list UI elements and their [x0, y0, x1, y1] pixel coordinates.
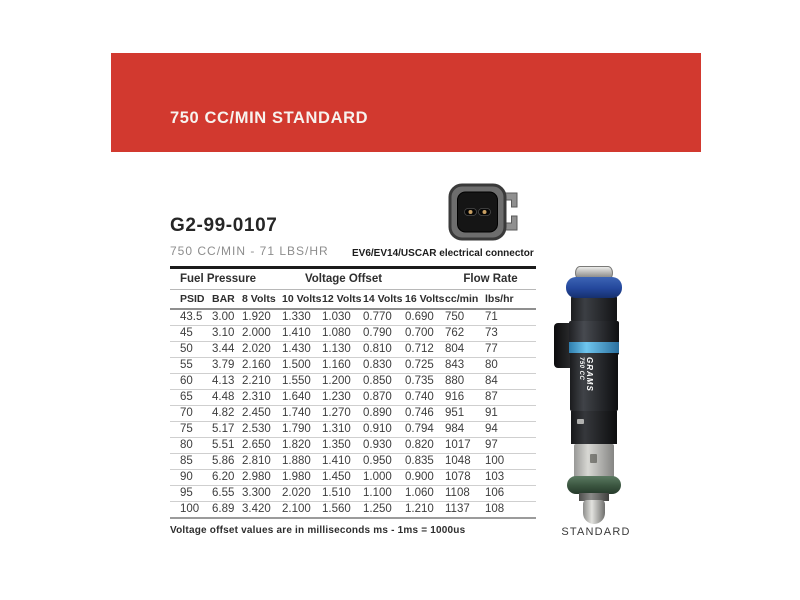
table-cell: 50: [180, 343, 193, 355]
table-cell: 951: [445, 407, 465, 419]
table-cell: 1.510: [322, 487, 351, 499]
table-cell: 1.060: [405, 487, 434, 499]
table-cell: 6.20: [212, 471, 235, 483]
group-header-fuel-pressure: Fuel Pressure: [180, 273, 257, 285]
table-cell: 3.300: [242, 487, 271, 499]
table-cell: 3.10: [212, 327, 235, 339]
injector-image: [557, 266, 631, 526]
table-cell: 1.550: [282, 375, 311, 387]
table-cell: 1.250: [363, 503, 392, 515]
voltage-offset-footnote: Voltage offset values are in milliseconds ms - 1ms = 1000us: [170, 525, 466, 536]
table-cell: 0.810: [363, 343, 392, 355]
table-cell: 4.48: [212, 391, 235, 403]
table-cell: 4.13: [212, 375, 235, 387]
table-row: [170, 470, 536, 486]
group-header-flow-rate: Flow Rate: [463, 273, 518, 285]
table-row: [170, 326, 536, 342]
table-cell: 1.100: [363, 487, 392, 499]
table-cell: 0.740: [405, 391, 434, 403]
table-cell: 0.820: [405, 439, 434, 451]
table-cell: 1.160: [322, 359, 351, 371]
injector-metal-band: [574, 444, 614, 478]
table-row: [170, 422, 536, 438]
table-cell: 0.900: [405, 471, 434, 483]
table-row: [170, 406, 536, 422]
table-cell: 1.640: [282, 391, 311, 403]
table-cell: 5.17: [212, 423, 235, 435]
table-cell: 1017: [445, 439, 471, 451]
injector-main-body: [570, 353, 618, 411]
table-cell: 1.200: [322, 375, 351, 387]
injector-blue-oring: [566, 277, 622, 298]
injector-brand-text: GRAMS: [585, 357, 594, 392]
table-row: [170, 486, 536, 502]
table-cell: 1.880: [282, 455, 311, 467]
table-cell: 2.650: [242, 439, 271, 451]
table-cell: 1.270: [322, 407, 351, 419]
table-cell: 4.82: [212, 407, 235, 419]
spec-table: [170, 266, 536, 519]
electrical-connector-icon: [448, 183, 518, 241]
table-cell: 2.160: [242, 359, 271, 371]
group-header-voltage-offset: Voltage Offset: [304, 273, 383, 285]
table-cell: 0.735: [405, 375, 434, 387]
column-header: 10 Volts: [282, 293, 322, 305]
table-row: [170, 438, 536, 454]
table-cell: 0.835: [405, 455, 434, 467]
spec-table-body: [170, 309, 536, 518]
column-header: BAR: [212, 293, 235, 305]
table-cell: 3.79: [212, 359, 235, 371]
injector-neck: [571, 295, 617, 323]
table-cell: 1.920: [242, 311, 271, 323]
table-row: [170, 342, 536, 358]
table-cell: 1.080: [322, 327, 351, 339]
table-cell: 3.00: [212, 311, 235, 323]
table-cell: 1.030: [322, 311, 351, 323]
table-cell: 71: [485, 311, 498, 323]
table-cell: 0.725: [405, 359, 434, 371]
table-cell: 70: [180, 407, 193, 419]
table-cell: 880: [445, 375, 465, 387]
table-cell: 2.020: [282, 487, 311, 499]
table-cell: 1.820: [282, 439, 311, 451]
table-cell: 60: [180, 375, 193, 387]
connector-icon-svg: [448, 183, 518, 241]
injector-brand-label: [576, 357, 594, 409]
table-cell: 0.950: [363, 455, 392, 467]
table-cell: 87: [485, 391, 498, 403]
table-cell: 0.910: [363, 423, 392, 435]
table-cell: 1.450: [322, 471, 351, 483]
table-cell: 1.130: [322, 343, 351, 355]
table-cell: 1078: [445, 471, 471, 483]
table-cell: 108: [485, 503, 505, 515]
table-row: [170, 374, 536, 390]
injector-green-oring: [567, 476, 621, 494]
column-header: 12 Volts: [322, 293, 362, 305]
table-cell: 100: [485, 455, 505, 467]
table-cell: 80: [180, 439, 193, 451]
injector-nozzle-tip: [583, 500, 605, 524]
table-cell: 1.560: [322, 503, 351, 515]
table-cell: 77: [485, 343, 498, 355]
table-cell: 106: [485, 487, 505, 499]
column-header: lbs/hr: [485, 293, 514, 305]
table-cell: 90: [180, 471, 193, 483]
table-cell: 916: [445, 391, 465, 403]
table-cell: 1.410: [282, 327, 311, 339]
table-cell: 1.350: [322, 439, 351, 451]
table-cell: 1.330: [282, 311, 311, 323]
page-title: 750 CC/MIN STANDARD: [170, 109, 369, 127]
table-cell: 3.44: [212, 343, 235, 355]
table-cell: 762: [445, 327, 465, 339]
table-cell: 0.790: [363, 327, 392, 339]
table-cell: 804: [445, 343, 465, 355]
table-row: [170, 309, 536, 326]
connector-label: EV6/EV14/USCAR electrical connector: [352, 248, 534, 259]
column-header: 14 Volts: [363, 293, 403, 305]
table-cell: 984: [445, 423, 465, 435]
table-cell: 103: [485, 471, 505, 483]
table-cell: 1.410: [322, 455, 351, 467]
table-group-header-row: [170, 268, 536, 290]
table-cell: 1137: [445, 503, 470, 515]
table-cell: 0.850: [363, 375, 392, 387]
table-cell: 2.000: [242, 327, 271, 339]
injector-blue-band: [569, 342, 619, 353]
table-cell: 0.794: [405, 423, 434, 435]
table-cell: 75: [180, 423, 193, 435]
table-cell: 0.700: [405, 327, 434, 339]
table-row: [170, 502, 536, 519]
table-cell: 1.230: [322, 391, 351, 403]
part-number: G2-99-0107: [170, 215, 278, 236]
table-cell: 3.420: [242, 503, 271, 515]
table-cell: 80: [485, 359, 498, 371]
injector-etch-mark: [590, 454, 597, 463]
table-cell: 43.5: [180, 311, 203, 323]
table-cell: 1.210: [405, 503, 434, 515]
injector-caption: STANDARD: [561, 526, 631, 538]
table-cell: 0.746: [405, 407, 434, 419]
table-cell: 2.980: [242, 471, 271, 483]
title-banner: [111, 53, 701, 152]
table-cell: 94: [485, 423, 498, 435]
table-cell: 55: [180, 359, 193, 371]
table-cell: 2.210: [242, 375, 271, 387]
table-cell: 0.770: [363, 311, 392, 323]
column-header: PSID: [180, 293, 205, 305]
table-cell: 0.870: [363, 391, 392, 403]
table-column-header-row: [170, 290, 536, 310]
table-cell: 2.020: [242, 343, 271, 355]
column-header: 8 Volts: [242, 293, 276, 305]
table-cell: 0.930: [363, 439, 392, 451]
table-cell: 1.000: [363, 471, 392, 483]
table-cell: 0.830: [363, 359, 392, 371]
table-row: [170, 454, 536, 470]
table-cell: 65: [180, 391, 193, 403]
table-cell: 45: [180, 327, 193, 339]
table-cell: 2.310: [242, 391, 271, 403]
table-cell: 85: [180, 455, 193, 467]
column-header: 16 Volts: [405, 293, 445, 305]
table-cell: 100: [180, 503, 200, 515]
table-cell: 2.100: [282, 503, 311, 515]
table-cell: 2.450: [242, 407, 271, 419]
table-cell: 0.690: [405, 311, 434, 323]
table-cell: 84: [485, 375, 498, 387]
injector-model-text: 750 CC: [578, 357, 584, 381]
table-cell: 6.89: [212, 503, 235, 515]
table-cell: 1.310: [322, 423, 351, 435]
table-cell: 1.980: [282, 471, 311, 483]
table-cell: 73: [485, 327, 498, 339]
table-cell: 91: [485, 407, 498, 419]
table-cell: 97: [485, 439, 498, 451]
table-cell: 0.712: [405, 343, 434, 355]
table-cell: 1108: [445, 487, 470, 499]
table-cell: 6.55: [212, 487, 235, 499]
table-cell: 1.500: [282, 359, 311, 371]
injector-marking: [577, 419, 584, 424]
table-cell: 1.430: [282, 343, 311, 355]
table-cell: 750: [445, 311, 465, 323]
table-cell: 1.740: [282, 407, 311, 419]
table-cell: 95: [180, 487, 193, 499]
table-cell: 2.530: [242, 423, 271, 435]
table-cell: 843: [445, 359, 465, 371]
column-header: cc/min: [445, 293, 479, 305]
table-cell: 2.810: [242, 455, 271, 467]
table-row: [170, 390, 536, 406]
table-cell: 5.86: [212, 455, 235, 467]
table-row: [170, 358, 536, 374]
table-cell: 0.890: [363, 407, 392, 419]
part-subtitle: 750 CC/MIN - 71 LBS/HR: [170, 244, 329, 258]
table-cell: 5.51: [212, 439, 235, 451]
injector-lower-body: [571, 411, 617, 444]
table-cell: 1.790: [282, 423, 311, 435]
table-cell: 1048: [445, 455, 471, 467]
